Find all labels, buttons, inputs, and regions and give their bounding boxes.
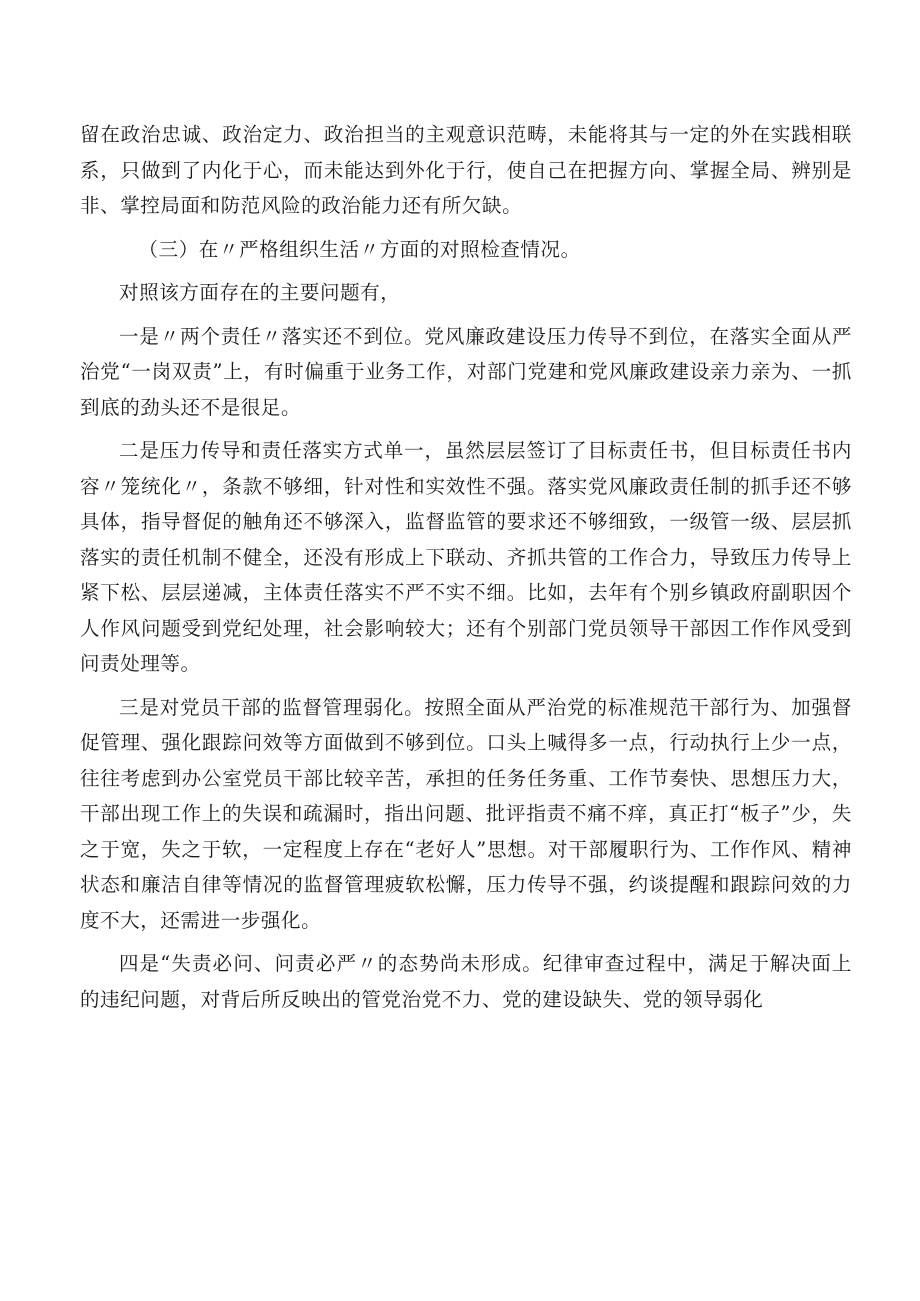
paragraph-point-1: 一是〃两个责任〃落实还不到位。党风廉政建设压力传导不到位，在落实全面从严治党“一岗双责”上，有时偏重于业务工作，对部门党建和党风廉政建设亲力亲为、一抓到底的劲头还不是很足。 <box>80 324 852 419</box>
document-body <box>80 117 852 1017</box>
section-heading: （三）在〃严格组织生活〃方面的对照检查情况。 <box>138 237 581 261</box>
paragraph-point-4: 四是“失责必问、问责必严〃的态势尚未形成。纪律审查过程中，满足于解决面上的违纪问题，对背后所反映出的管党治党不力、党的建设缺失、党的领导弱化 <box>80 952 852 1011</box>
paragraph-intro: 对照该方面存在的主要问题有， <box>119 281 401 304</box>
paragraph-continuation: 留在政治忠诚、政治定力、政治担当的主观意识范畴，未能将其与一定的外在实践相联系，只做到了内化于心，而未能达到外化于行，使自己在把握方向、掌握全局、辨别是非、掌控局面和防范风险的政治能力还有所欠缺。 <box>80 123 852 217</box>
paragraph-point-3: 三是对党员干部的监督管理弱化。按照全面从严治党的标准规范干部行为、加强督促管理、强化跟踪问效等方面做到不够到位。口头上喊得多一点，行动执行上少一点，往往考虑到办公室党员干部比较辛苦，承担的任务任务重、工作节奏快、思想压力大，干部出现工作上的失误和疏漏时，指出问题、批评指责不痛不痒，真正打“板子”少，失之于宽，失之于软，一定程度上存在“老好人”思想。对干部履职行为、工作作风、精神状态和廉洁自律等情况的监督管理疲软松懈，压力传导不强，约谈提醒和跟踪问效的力度不大，还需进一步强化。 <box>80 695 852 932</box>
paragraph-point-2: 二是压力传导和责任落实方式单一，虽然层层签订了目标责任书，但目标责任书内容〃笼统化〃，条款不够细，针对性和实效性不强。落实党风廉政责任制的抓手还不够具体，指导督促的触角还不够深入，监督监管的要求还不够细致，一级管一级、层层抓落实的责任机制不健全，还没有形成上下联动、齐抓共管的工作合力，导致压力传导上紧下松、层层递减，主体责任落实不严不实不细。比如，去年有个别乡镇政府副职因个人作风问题受到党纪处理，社会影响较大；还有个别部门党员领导干部因工作作风受到问责处理等。 <box>80 439 852 675</box>
